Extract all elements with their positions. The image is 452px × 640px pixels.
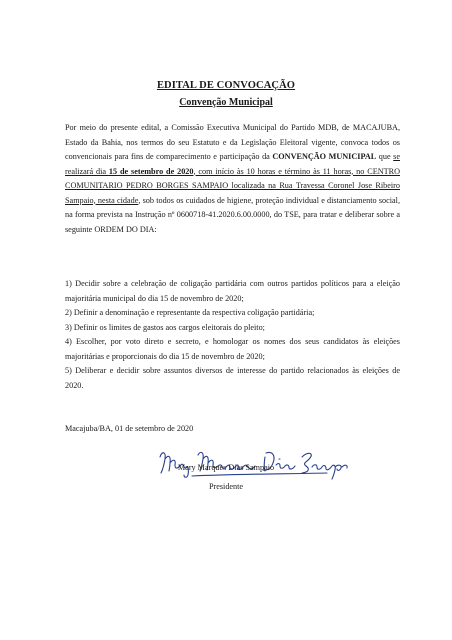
document-subtitle: Convenção Municipal [179,97,273,108]
intro-text-1: Por meio do presente edital, a Comissão Executiva Municipal do Partido MDB, de MACAJUBA, Estado da Bahia, nos termos do seu Estatuto e da Legislação Eleitoral vigente, convoca todos os convencionais para fins de comparecimento e participação da [65,123,400,161]
document-title: EDITAL DE CONVOCAÇÃO [156,80,296,91]
intro-text-3: , sob todos os cuidados de higiene, proteção individual e distanciamento social, na forma prevista na Instrução nº 0600718-41.2020.6.00.0000, do TSE, para tratar e deliberar sobre a seguinte ORDEM DO DIA: [65,195,400,234]
agenda-item-2: 2) Definir a denominação e representante da respectiva coligação partidária; [65,308,315,317]
agenda-item-4: 4) Escolher, por voto direto e secreto, e homologar os nomes dos seus candidatos às eleições majoritárias e proporcionais do dia 15 de novembro de 2020; [65,337,400,361]
convention-date: 15 de setembro de 2020 [108,166,194,176]
agenda-item-1: 1) Decidir sobre a celebração de coligação partidária com outros partidos políticos para a eleição majoritária municipal do dia 15 de novembro de 2020; [65,279,400,303]
agenda-list [65,277,400,393]
location-underlined: , com início às 10 horas e término às 11 horas, no CENTRO COMUNITARIO PEDRO BORGES SAMPAIO localizada na Rua Travessa Coronel Jose Ribeiro Sampaio, nesta cidade [65,166,400,205]
signer-name: Mary Marques Dias Sampaio [177,463,275,472]
date-intro-underlined: se realizará dia [65,152,400,176]
intro-paragraph [65,121,400,237]
intro-text-2: que [376,152,394,161]
agenda-item-3: 3) Definir os limites de gastos aos cargos eleitorais do pleito; [65,322,265,332]
handwritten-signature [152,443,352,481]
convention-label: CONVENÇÃO MUNICIPAL [272,152,377,161]
signer-role: Presidente [208,482,244,491]
place-and-date: Macajuba/BA, 01 de setembro de 2020 [65,424,194,433]
agenda-item-5: 5) Deliberar e decidir sobre assuntos diversos de interesse do partido relacionados às eleições de 2020. [65,366,400,390]
